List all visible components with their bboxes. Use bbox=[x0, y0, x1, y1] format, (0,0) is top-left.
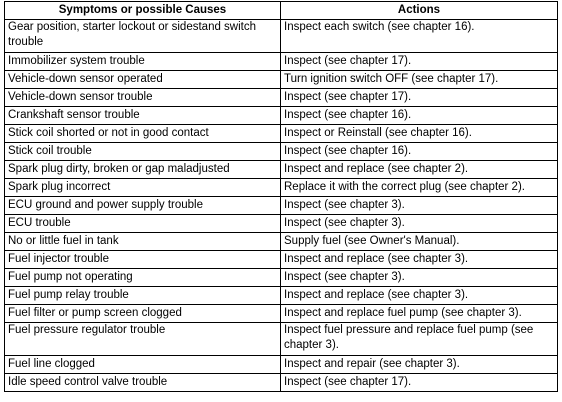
cause-cell: Fuel pump not operating bbox=[5, 269, 281, 287]
table-row bbox=[5, 356, 558, 374]
table-row bbox=[5, 179, 558, 197]
table-header-row bbox=[5, 2, 558, 20]
table-row bbox=[5, 374, 558, 392]
cause-cell: Fuel injector trouble bbox=[5, 251, 281, 269]
cause-cell: ECU trouble bbox=[5, 215, 281, 233]
table-row bbox=[5, 71, 558, 89]
table-row bbox=[5, 20, 558, 53]
table-row bbox=[5, 251, 558, 269]
cause-cell: Crankshaft sensor trouble bbox=[5, 107, 281, 125]
cause-cell: Spark plug incorrect bbox=[5, 179, 281, 197]
action-cell: Inspect fuel pressure and replace fuel pump (see chapter 3). bbox=[281, 323, 558, 356]
action-cell: Inspect and replace (see chapter 2). bbox=[281, 161, 558, 179]
table-row bbox=[5, 107, 558, 125]
action-cell: Inspect (see chapter 16). bbox=[281, 107, 558, 125]
table-row bbox=[5, 323, 558, 356]
cause-cell: Fuel pressure regulator trouble bbox=[5, 323, 281, 356]
cause-cell: Stick coil shorted or not in good contact bbox=[5, 125, 281, 143]
action-cell: Turn ignition switch OFF (see chapter 17). bbox=[281, 71, 558, 89]
header-causes: Symptoms or possible Causes bbox=[5, 2, 281, 20]
table-row bbox=[5, 89, 558, 107]
cause-cell: Idle speed control valve trouble bbox=[5, 374, 281, 392]
table-row bbox=[5, 143, 558, 161]
cause-cell: ECU ground and power supply trouble bbox=[5, 197, 281, 215]
troubleshooting-table bbox=[4, 1, 558, 392]
action-cell: Inspect (see chapter 17). bbox=[281, 374, 558, 392]
table-row bbox=[5, 161, 558, 179]
action-cell: Replace it with the correct plug (see chapter 2). bbox=[281, 179, 558, 197]
cause-cell: Spark plug dirty, broken or gap maladjusted bbox=[5, 161, 281, 179]
cause-cell: No or little fuel in tank bbox=[5, 233, 281, 251]
action-cell: Inspect and repair (see chapter 3). bbox=[281, 356, 558, 374]
action-cell: Inspect (see chapter 3). bbox=[281, 269, 558, 287]
table-row bbox=[5, 287, 558, 305]
cause-cell: Stick coil trouble bbox=[5, 143, 281, 161]
action-cell: Inspect or Reinstall (see chapter 16). bbox=[281, 125, 558, 143]
table-row bbox=[5, 125, 558, 143]
action-cell: Inspect (see chapter 17). bbox=[281, 53, 558, 71]
action-cell: Inspect and replace (see chapter 3). bbox=[281, 287, 558, 305]
action-cell: Inspect and replace (see chapter 3). bbox=[281, 251, 558, 269]
cause-cell: Immobilizer system trouble bbox=[5, 53, 281, 71]
cause-cell: Vehicle-down sensor trouble bbox=[5, 89, 281, 107]
table-row bbox=[5, 269, 558, 287]
action-cell: Inspect (see chapter 3). bbox=[281, 197, 558, 215]
cause-cell: Vehicle-down sensor operated bbox=[5, 71, 281, 89]
action-cell: Inspect (see chapter 3). bbox=[281, 215, 558, 233]
cause-cell: Fuel line clogged bbox=[5, 356, 281, 374]
table-row bbox=[5, 197, 558, 215]
table-row bbox=[5, 233, 558, 251]
action-cell: Inspect each switch (see chapter 16). bbox=[281, 20, 558, 53]
header-actions: Actions bbox=[281, 2, 558, 20]
cause-cell: Fuel pump relay trouble bbox=[5, 287, 281, 305]
cause-cell: Gear position, starter lockout or sidestand switch trouble bbox=[5, 20, 281, 53]
action-cell: Supply fuel (see Owner's Manual). bbox=[281, 233, 558, 251]
table-row bbox=[5, 215, 558, 233]
table-row bbox=[5, 53, 558, 71]
table-row bbox=[5, 305, 558, 323]
action-cell: Inspect (see chapter 16). bbox=[281, 143, 558, 161]
cause-cell: Fuel filter or pump screen clogged bbox=[5, 305, 281, 323]
table-body bbox=[5, 20, 558, 392]
action-cell: Inspect and replace fuel pump (see chapter 3). bbox=[281, 305, 558, 323]
action-cell: Inspect (see chapter 17). bbox=[281, 89, 558, 107]
